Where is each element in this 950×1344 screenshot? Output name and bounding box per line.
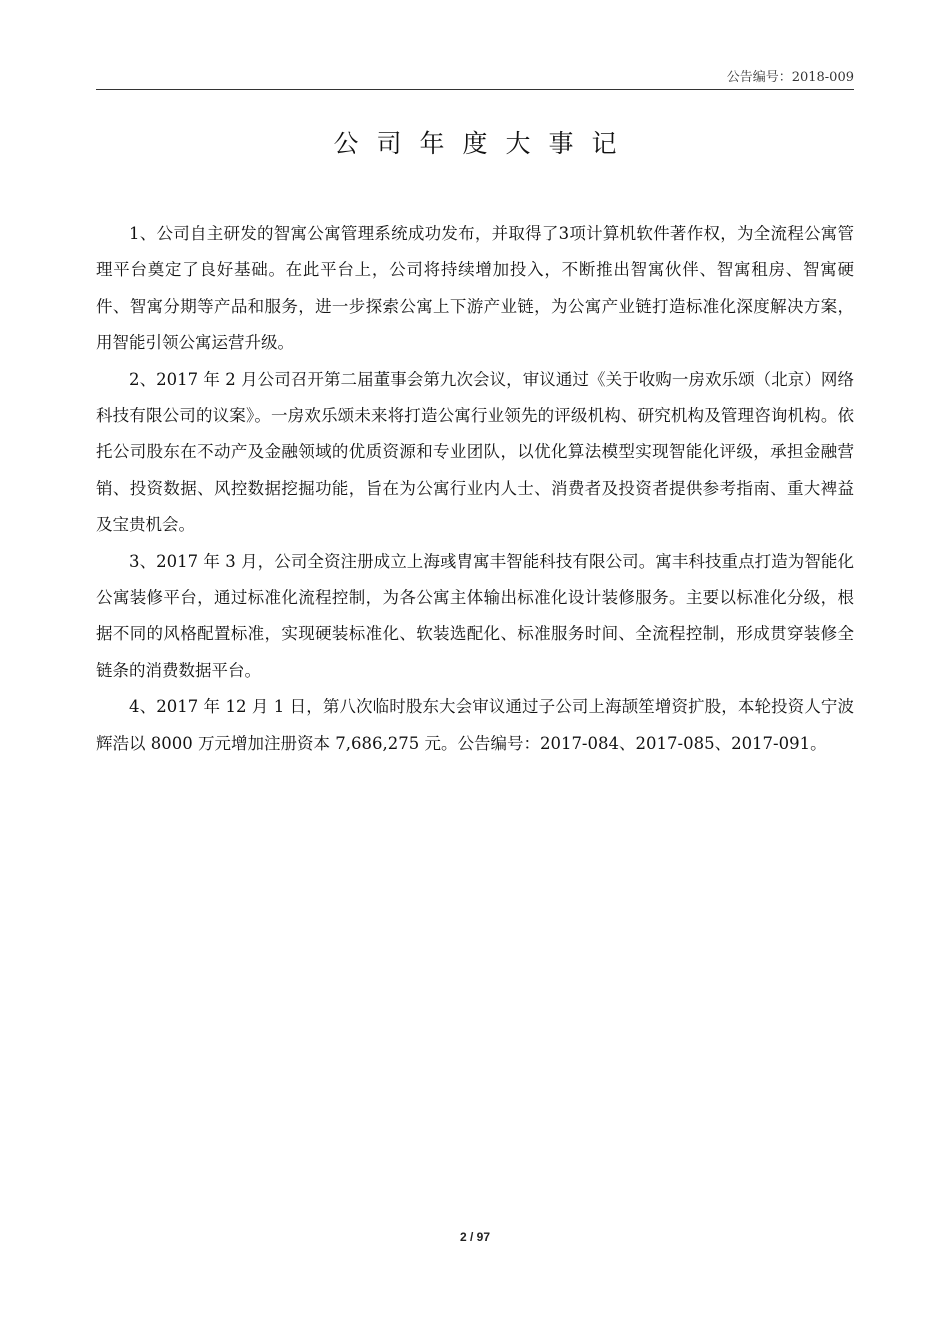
event-paragraph-3: 3、2017 年 3 月，公司全资注册成立上海彧胄寓丰智能科技有限公司。寓丰科技重点打造为智能化公寓装修平台，通过标准化流程控制，为各公寓主体输出标准化设计装修服务。主要以标准化分级，根据不同的风格配置标准，实现硬装标准化、软装选配化、标准服务时间、全流程控制，形成贯穿装修全链条的消费数据平台。	[96, 551, 854, 680]
header-divider	[96, 89, 854, 90]
event-paragraph-2: 2、2017 年 2 月公司召开第二届董事会第九次会议，审议通过《关于收购一房欢乐颂（北京）网络科技有限公司的议案》。一房欢乐颂未来将打造公寓行业领先的评级机构、研究机构及管理咨询机构。依托公司股东在不动产及金融领域的优质资源和专业团队，以优化算法模型实现智能化评级，承担金融营销、投资数据、风控数据挖掘功能，旨在为公寓行业内人士、消费者及投资者提供参考指南、重大裨益及宝贵机会。	[96, 369, 854, 535]
event-paragraph-4: 4、2017 年 12 月 1 日，第八次临时股东大会审议通过子公司上海颉笙增资扩股，本轮投资人宁波辉浩以 8000 万元增加注册资本 7,686,275 元。公告编号：2017-084、2017-085、2017-091。	[96, 697, 854, 753]
document-title: 公司年度大事记	[333, 129, 635, 158]
page-number: 2 / 97	[459, 1230, 491, 1244]
announcement-code: 公告编号：2018-009	[726, 70, 854, 85]
document-body	[96, 216, 854, 762]
event-paragraph-1: 1、公司自主研发的智寓公寓管理系统成功发布，并取得了3项计算机软件著作权，为全流程公寓管理平台奠定了良好基础。在此平台上，公司将持续增加投入，不断推出智寓伙伴、智寓租房、智寓硬件、智寓分期等产品和服务，进一步探索公寓上下游产业链，为公寓产业链打造标准化深度解决方案，用智能引领公寓运营升级。	[96, 224, 854, 353]
